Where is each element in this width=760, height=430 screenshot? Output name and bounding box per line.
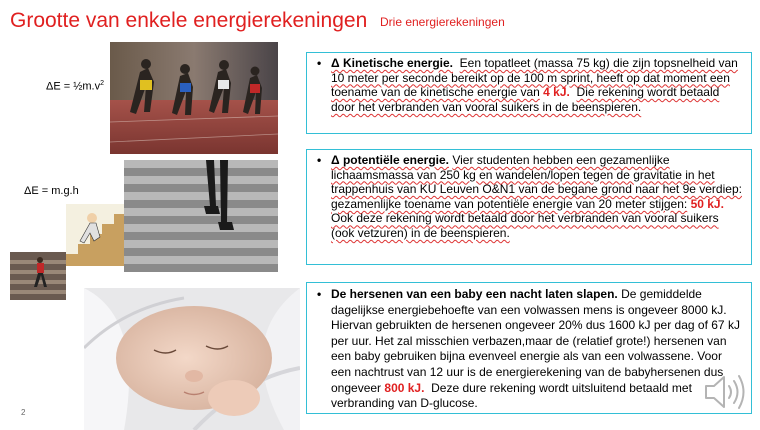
sprinters-image	[110, 42, 278, 154]
brain-bullet: •	[317, 287, 322, 301]
kinetic-formula	[46, 80, 104, 93]
potential-formula: ΔE = m.g.h	[24, 185, 79, 197]
slide-number: 2	[21, 408, 26, 417]
runner-stairs-image	[10, 252, 66, 300]
slide-title: Grootte van enkele energierekeningen	[10, 9, 368, 32]
stairs-cartoon-image	[66, 204, 124, 266]
audio-speaker-icon[interactable]	[702, 372, 748, 412]
brain-text-1: De gemiddelde dagelijkse energiebehoefte van een volwassen mens is ongeveer 8000 kJ. Hiervan gebruikten de hersenen ongeveer 20% dus 1600 kJ per dag of 67 kJ per uur. Het zal misschien verbazen,maar de (relatief grote!) hersenen van een baby gebruiken bijna evenveel energie als van een volwassene. Voor een nachtrust van 12 uur is de energierekening van de babyhersenen dus ongeveer	[331, 287, 740, 395]
kinetic-energy-box	[306, 52, 752, 134]
kinetic-text-2: Die rekening wordt betaald door het verbranden van vooral suikers in de beenspieren.	[331, 85, 720, 114]
potential-bullet: •	[317, 153, 322, 167]
potential-text-1: Vier studenten hebben een gezamenlijke lichaamsmassa van 250 kg en wandelen/lopen tegen de gravitatie in het trappenhuis van KU Leuven O&N1 van de begane grond naar het 9e verdiep: gezamenlijke toename van potentiële energie van 20 meter stijgen:	[331, 153, 742, 211]
potential-heading: Δ potentiële energie.	[331, 153, 449, 167]
slide-subtitle: Drie energierekeningen	[380, 15, 505, 29]
kinetic-heading: Δ Kinetische energie.	[331, 56, 453, 70]
sleeping-baby-image	[84, 288, 300, 430]
kinetic-highlight: 4 kJ.	[543, 85, 570, 100]
kinetic-formula-exponent: 2	[100, 80, 105, 87]
brain-heading: De hersenen van een baby een nacht laten slapen.	[331, 287, 618, 301]
baby-brain-box	[306, 282, 752, 414]
brain-text-2: Deze dure rekening wordt uitsluitend betaald met verbranding van D-glucose.	[331, 380, 692, 411]
stairs-heels-image	[124, 160, 278, 272]
brain-highlight: 800 kJ.	[384, 380, 425, 395]
kinetic-bullet: •	[317, 56, 322, 70]
potential-text-2: Ook deze rekening wordt betaald door het verbranden van vooral suikers (ook vetzuren) in de beenspieren.	[331, 211, 719, 240]
kinetic-text-1: Een topatleet (massa 75 kg) die zijn topsnelheid van 10 meter per seconde bereikt op de 100 m sprint, heeft op dat moment een toename van de kinetische energie van	[331, 56, 738, 100]
potential-highlight: 50 kJ.	[690, 196, 724, 211]
kinetic-formula-text: ΔE = ½m.v	[46, 80, 101, 93]
potential-energy-box	[306, 149, 752, 265]
